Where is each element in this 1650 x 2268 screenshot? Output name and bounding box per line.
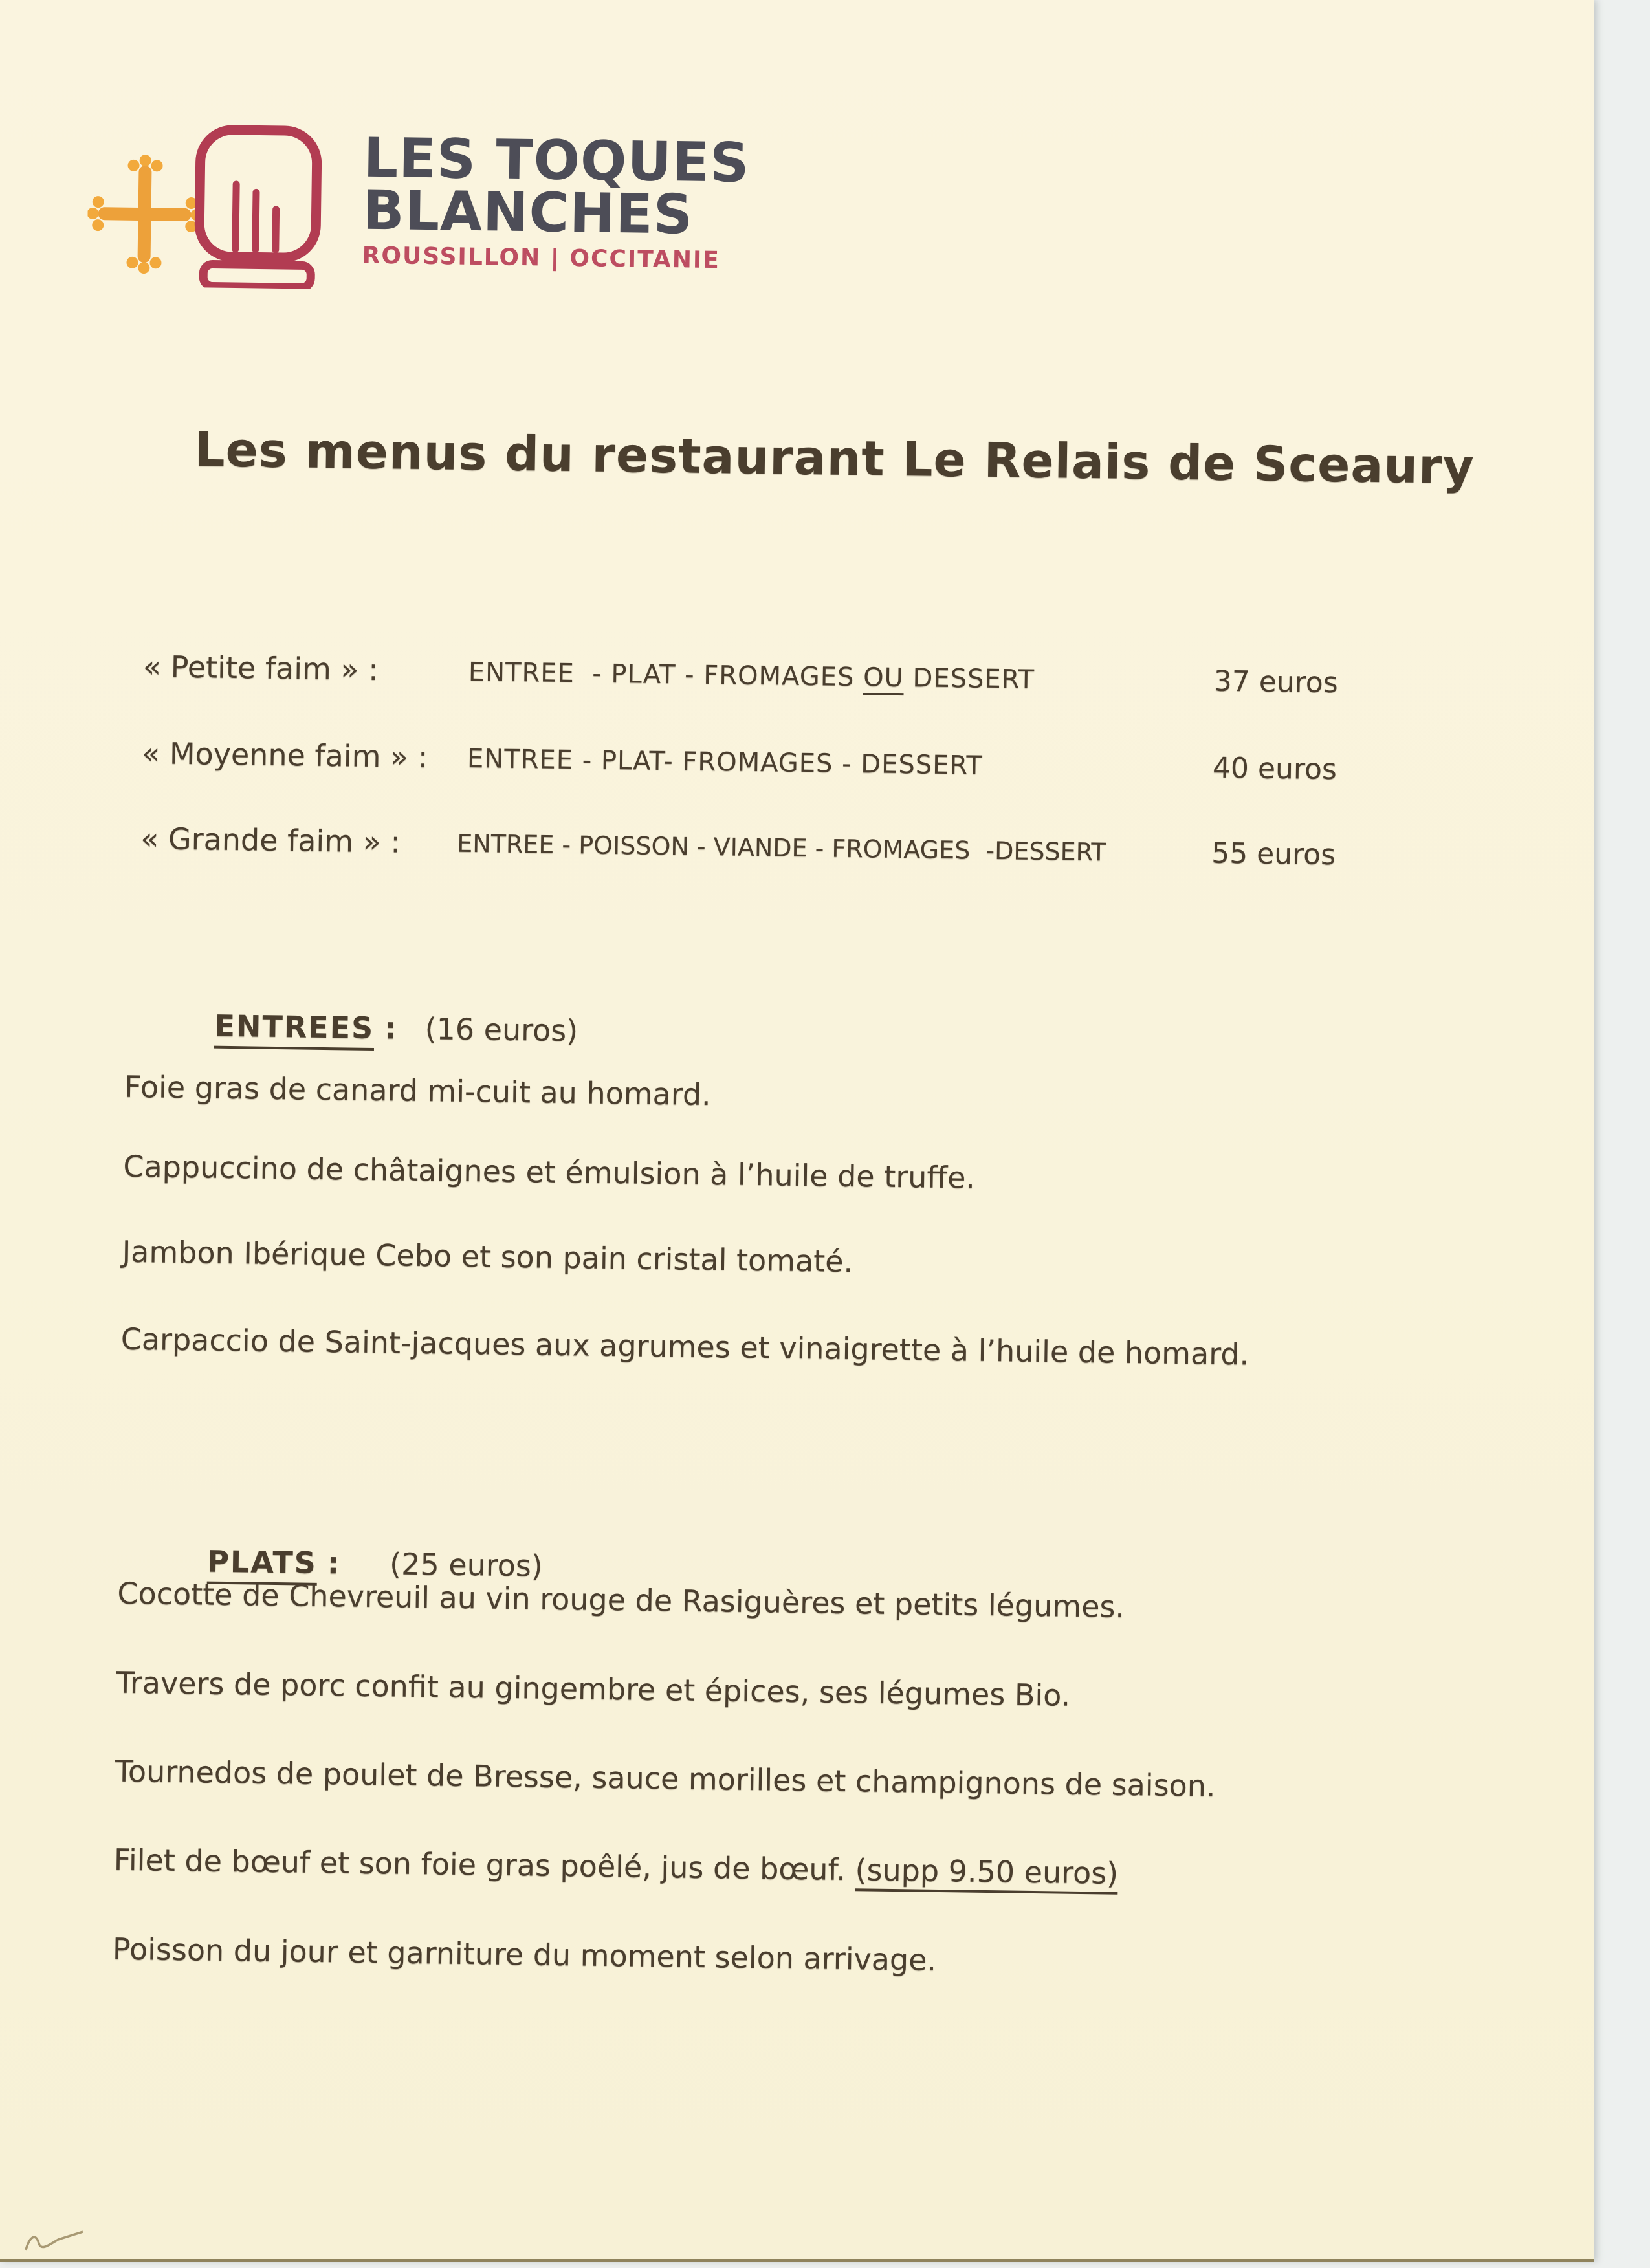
- logo-line2: BLANCHES: [362, 178, 694, 246]
- menu-item-text: Filet de bœuf et son foie gras poêlé, jus de bœuf.: [113, 1842, 856, 1888]
- pen-mark: [23, 2224, 88, 2255]
- menu-item: Tournedos de poulet de Bresse, sauce morilles et champignons de saison.: [115, 1753, 1216, 1804]
- menu-item: Travers de porc confit au gingembre et épices, ses légumes Bio.: [116, 1664, 1071, 1713]
- combo-text: ENTREE - PLAT - FROMAGES: [468, 657, 864, 693]
- formula-row-petite-faim: [0, 647, 1479, 712]
- formula-combo: ENTREE - POISSON - VIANDE - FROMAGES -DESSERT: [457, 829, 1106, 867]
- formula-label: « Grande faim » :: [140, 821, 401, 860]
- menu-item: Cocotte de Chevreuil au vin rouge de Rasiguères et petits légumes.: [117, 1575, 1125, 1624]
- formula-label: « Petite faim » :: [142, 649, 379, 688]
- formula-price: 37 euros: [1213, 664, 1339, 700]
- menu-item: [114, 1842, 1119, 1891]
- menu-item: Poisson du jour et garniture du moment selon arrivage.: [112, 1931, 937, 1978]
- section-price-note: (16 euros): [424, 1011, 578, 1049]
- section-price-note: (25 euros): [389, 1546, 544, 1584]
- formula-combo: ENTREE - PLAT- FROMAGES - DESSERT: [467, 743, 984, 781]
- logo: [87, 123, 800, 294]
- logo-subtitle: ROUSSILLON | OCCITANIE: [362, 242, 721, 274]
- section-colon: :: [373, 1010, 408, 1046]
- menu-item: Foie gras de canard mi-cuit au homard.: [124, 1069, 712, 1113]
- combo-ou-underlined: OU: [863, 662, 904, 695]
- menu-item: Carpaccio de Saint-jacques aux agrumes et vinaigrette à l’huile de homard.: [120, 1321, 1249, 1372]
- formula-row-moyenne-faim: [0, 734, 1478, 799]
- toque-icon: [187, 124, 338, 289]
- formula-price: 55 euros: [1211, 836, 1336, 872]
- menu-item: Cappuccino de châtaignes et émulsion à l’huile de truffe.: [123, 1148, 976, 1195]
- supplement-underlined: (supp 9.50 euros): [855, 1852, 1118, 1895]
- section-colon: :: [316, 1545, 350, 1581]
- combo-text: DESSERT: [903, 663, 1035, 695]
- formula-label: « Moyenne faim » :: [141, 736, 428, 775]
- section-title: ENTREES: [214, 1009, 375, 1051]
- logo-line1: LES TOQUES: [363, 125, 751, 195]
- formula-row-grande-faim: [0, 819, 1477, 884]
- section-heading-entrees: [131, 972, 578, 1083]
- page-title: Les menus du restaurant Le Relais de Sceaury: [193, 422, 1475, 496]
- formula-price: 40 euros: [1212, 751, 1337, 787]
- formula-combo: [468, 657, 1035, 695]
- section-title: PLATS: [207, 1544, 317, 1586]
- occitan-cross-icon: [87, 152, 203, 276]
- logo-text: [362, 125, 751, 274]
- menu-item: Jambon Ibérique Cebo et son pain cristal tomaté.: [122, 1234, 853, 1280]
